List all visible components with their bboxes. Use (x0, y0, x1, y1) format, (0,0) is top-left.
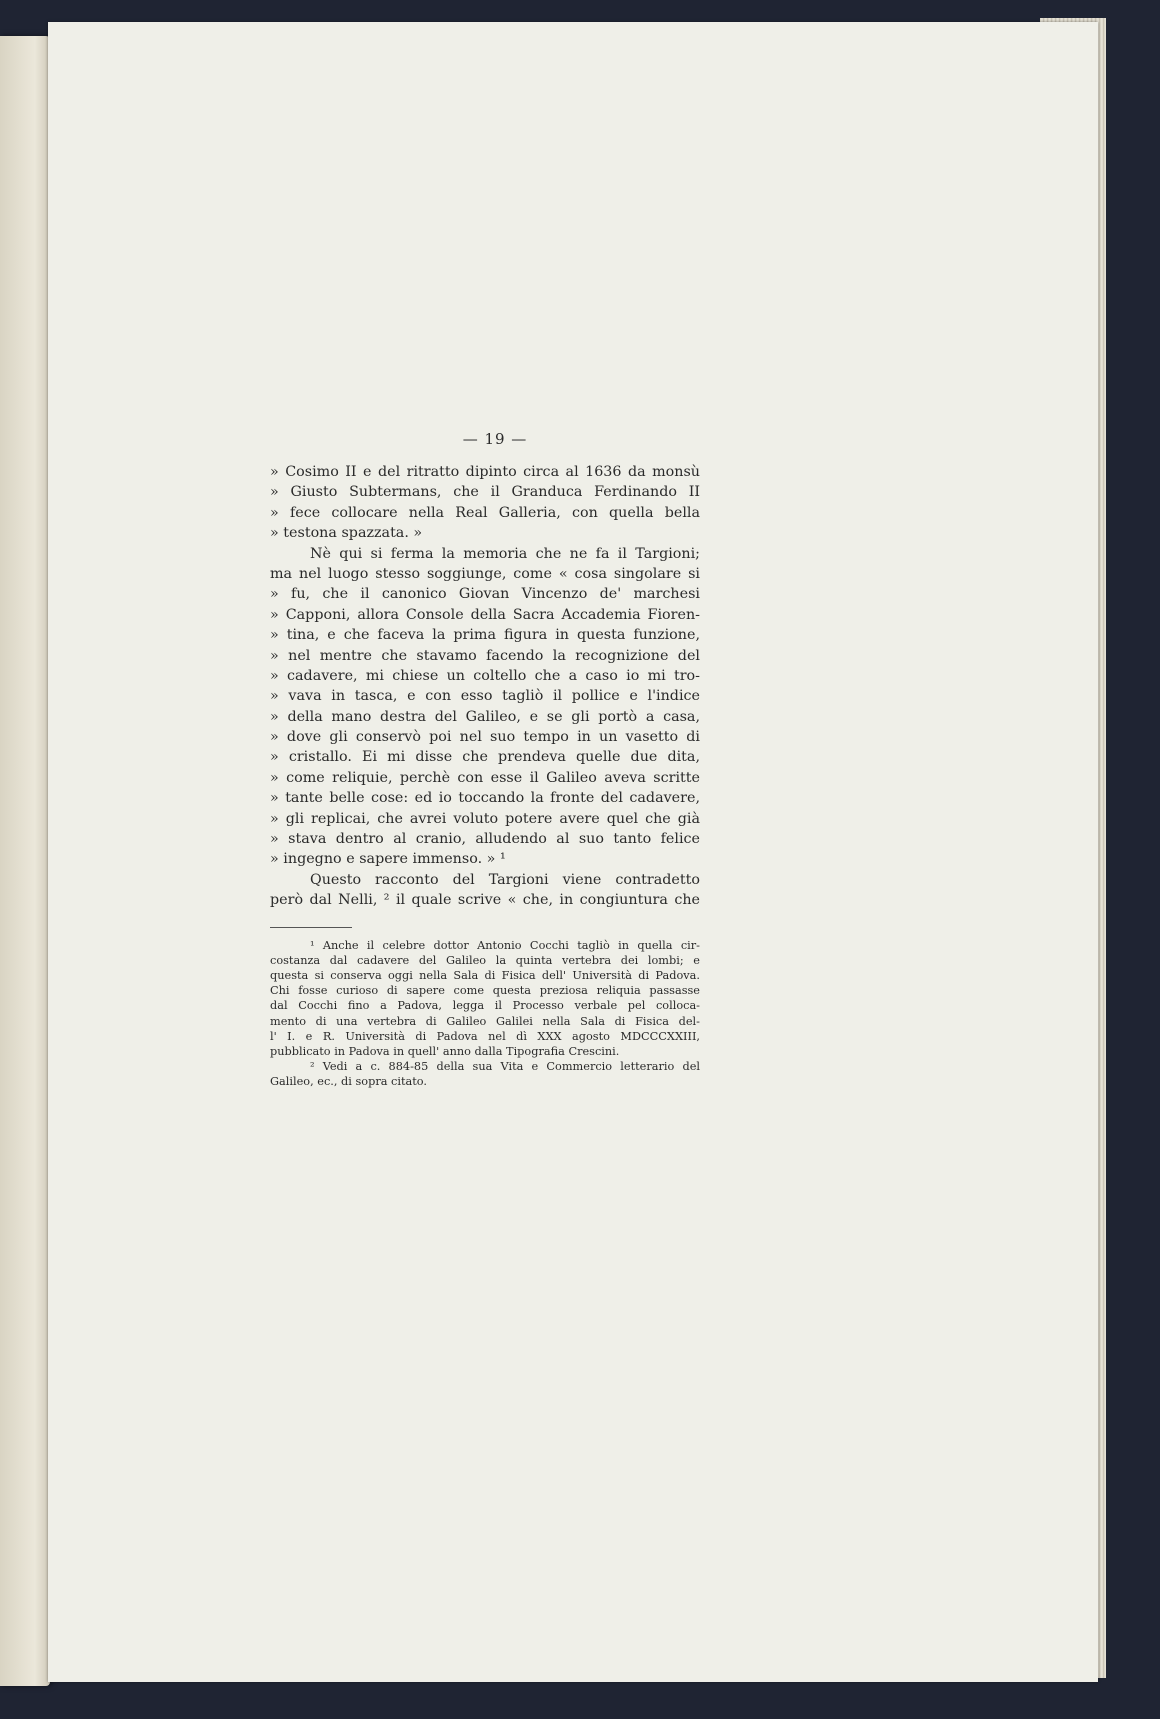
footnote-line: l' I. e R. Università di Padova nel dì XXX agosto MDCCCXXIII, (270, 1029, 700, 1043)
body-line: Questo racconto del Targioni viene contradetto (310, 871, 700, 888)
footnote-line: Galileo, ec., di sopra citato. (270, 1075, 427, 1089)
body-line: » ingegno e sapere immenso. » ¹ (270, 851, 506, 868)
footnote-line: questa si conserva oggi nella Sala di Fisica dell' Università di Padova. (270, 968, 700, 982)
footnote-line: dal Cocchi fino a Padova, legga il Processo verbale pel colloca- (270, 999, 700, 1013)
body-line: » tante belle cose: ed io toccando la fronte del cadavere, (270, 790, 700, 807)
body-line: » Cosimo II e del ritratto dipinto circa al 1636 da monsù (270, 464, 700, 480)
body-line: » dove gli conservò poi nel suo tempo in un vasetto di (270, 729, 700, 746)
body-line: » tina, e che faceva la prima figura in questa funzione, (270, 627, 700, 644)
book-page (48, 22, 1098, 1682)
page-number: — 19 — (462, 430, 528, 448)
body-line: » fece collocare nella Real Galleria, con quella bella (270, 504, 700, 521)
body-text (270, 462, 700, 911)
body-line: » cadavere, mi chiese un coltello che a caso io mi tro- (270, 667, 700, 684)
body-line: » come reliquie, perchè con esse il Galileo aveva scritte (270, 769, 700, 786)
body-line: » vava in tasca, e con esso tagliò il pollice e l'indice (270, 688, 700, 705)
body-line: » gli replicai, che avrei voluto potere avere quel che già (270, 810, 700, 827)
body-line: » Giusto Subtermans, che il Granduca Ferdinando II (270, 484, 700, 501)
footnote-line: mento di una vertebra di Galileo Galilei nella Sala di Fisica del- (270, 1014, 700, 1028)
body-line: Nè qui si ferma la memoria che ne fa il Targioni; (310, 545, 700, 562)
footnote-line: pubblicato in Padova in quell' anno dalla Tipografia Crescini. (270, 1044, 620, 1058)
footnote-line: ¹ Anche il celebre dottor Antonio Cocchi tagliò in quella cir- (310, 938, 700, 952)
body-line: ma nel luogo stesso soggiunge, come « cosa singolare si (270, 565, 700, 582)
body-line: » cristallo. Ei mi disse che prendeva quelle due dita, (270, 749, 700, 766)
body-line: » stava dentro al cranio, alludendo al suo tanto felice (270, 831, 700, 848)
footnote-line: costanza dal cadavere del Galileo la quinta vertebra dei lombi; e (270, 953, 700, 967)
footnote-rule (270, 927, 352, 928)
body-line: » Capponi, allora Console della Sacra Accademia Fioren- (270, 606, 700, 623)
footnotes (270, 938, 700, 1090)
body-line: » nel mentre che stavamo facendo la recognizione del (270, 647, 700, 664)
body-line: però dal Nelli, ² il quale scrive « che, in congiuntura che (270, 892, 700, 909)
footnote-line: ² Vedi a c. 884-85 della sua Vita e Commercio letterario del (310, 1060, 700, 1074)
body-line: » fu, che il canonico Giovan Vincenzo de' marchesi (270, 586, 700, 603)
text-block (270, 430, 700, 1089)
body-line: » della mano destra del Galileo, e se gli portò a casa, (270, 708, 700, 725)
left-page-edge (0, 36, 50, 1686)
body-line: » testona spazzata. » (270, 525, 423, 542)
footnote-line: Chi fosse curioso di sapere come questa preziosa reliquia passasse (270, 984, 700, 998)
